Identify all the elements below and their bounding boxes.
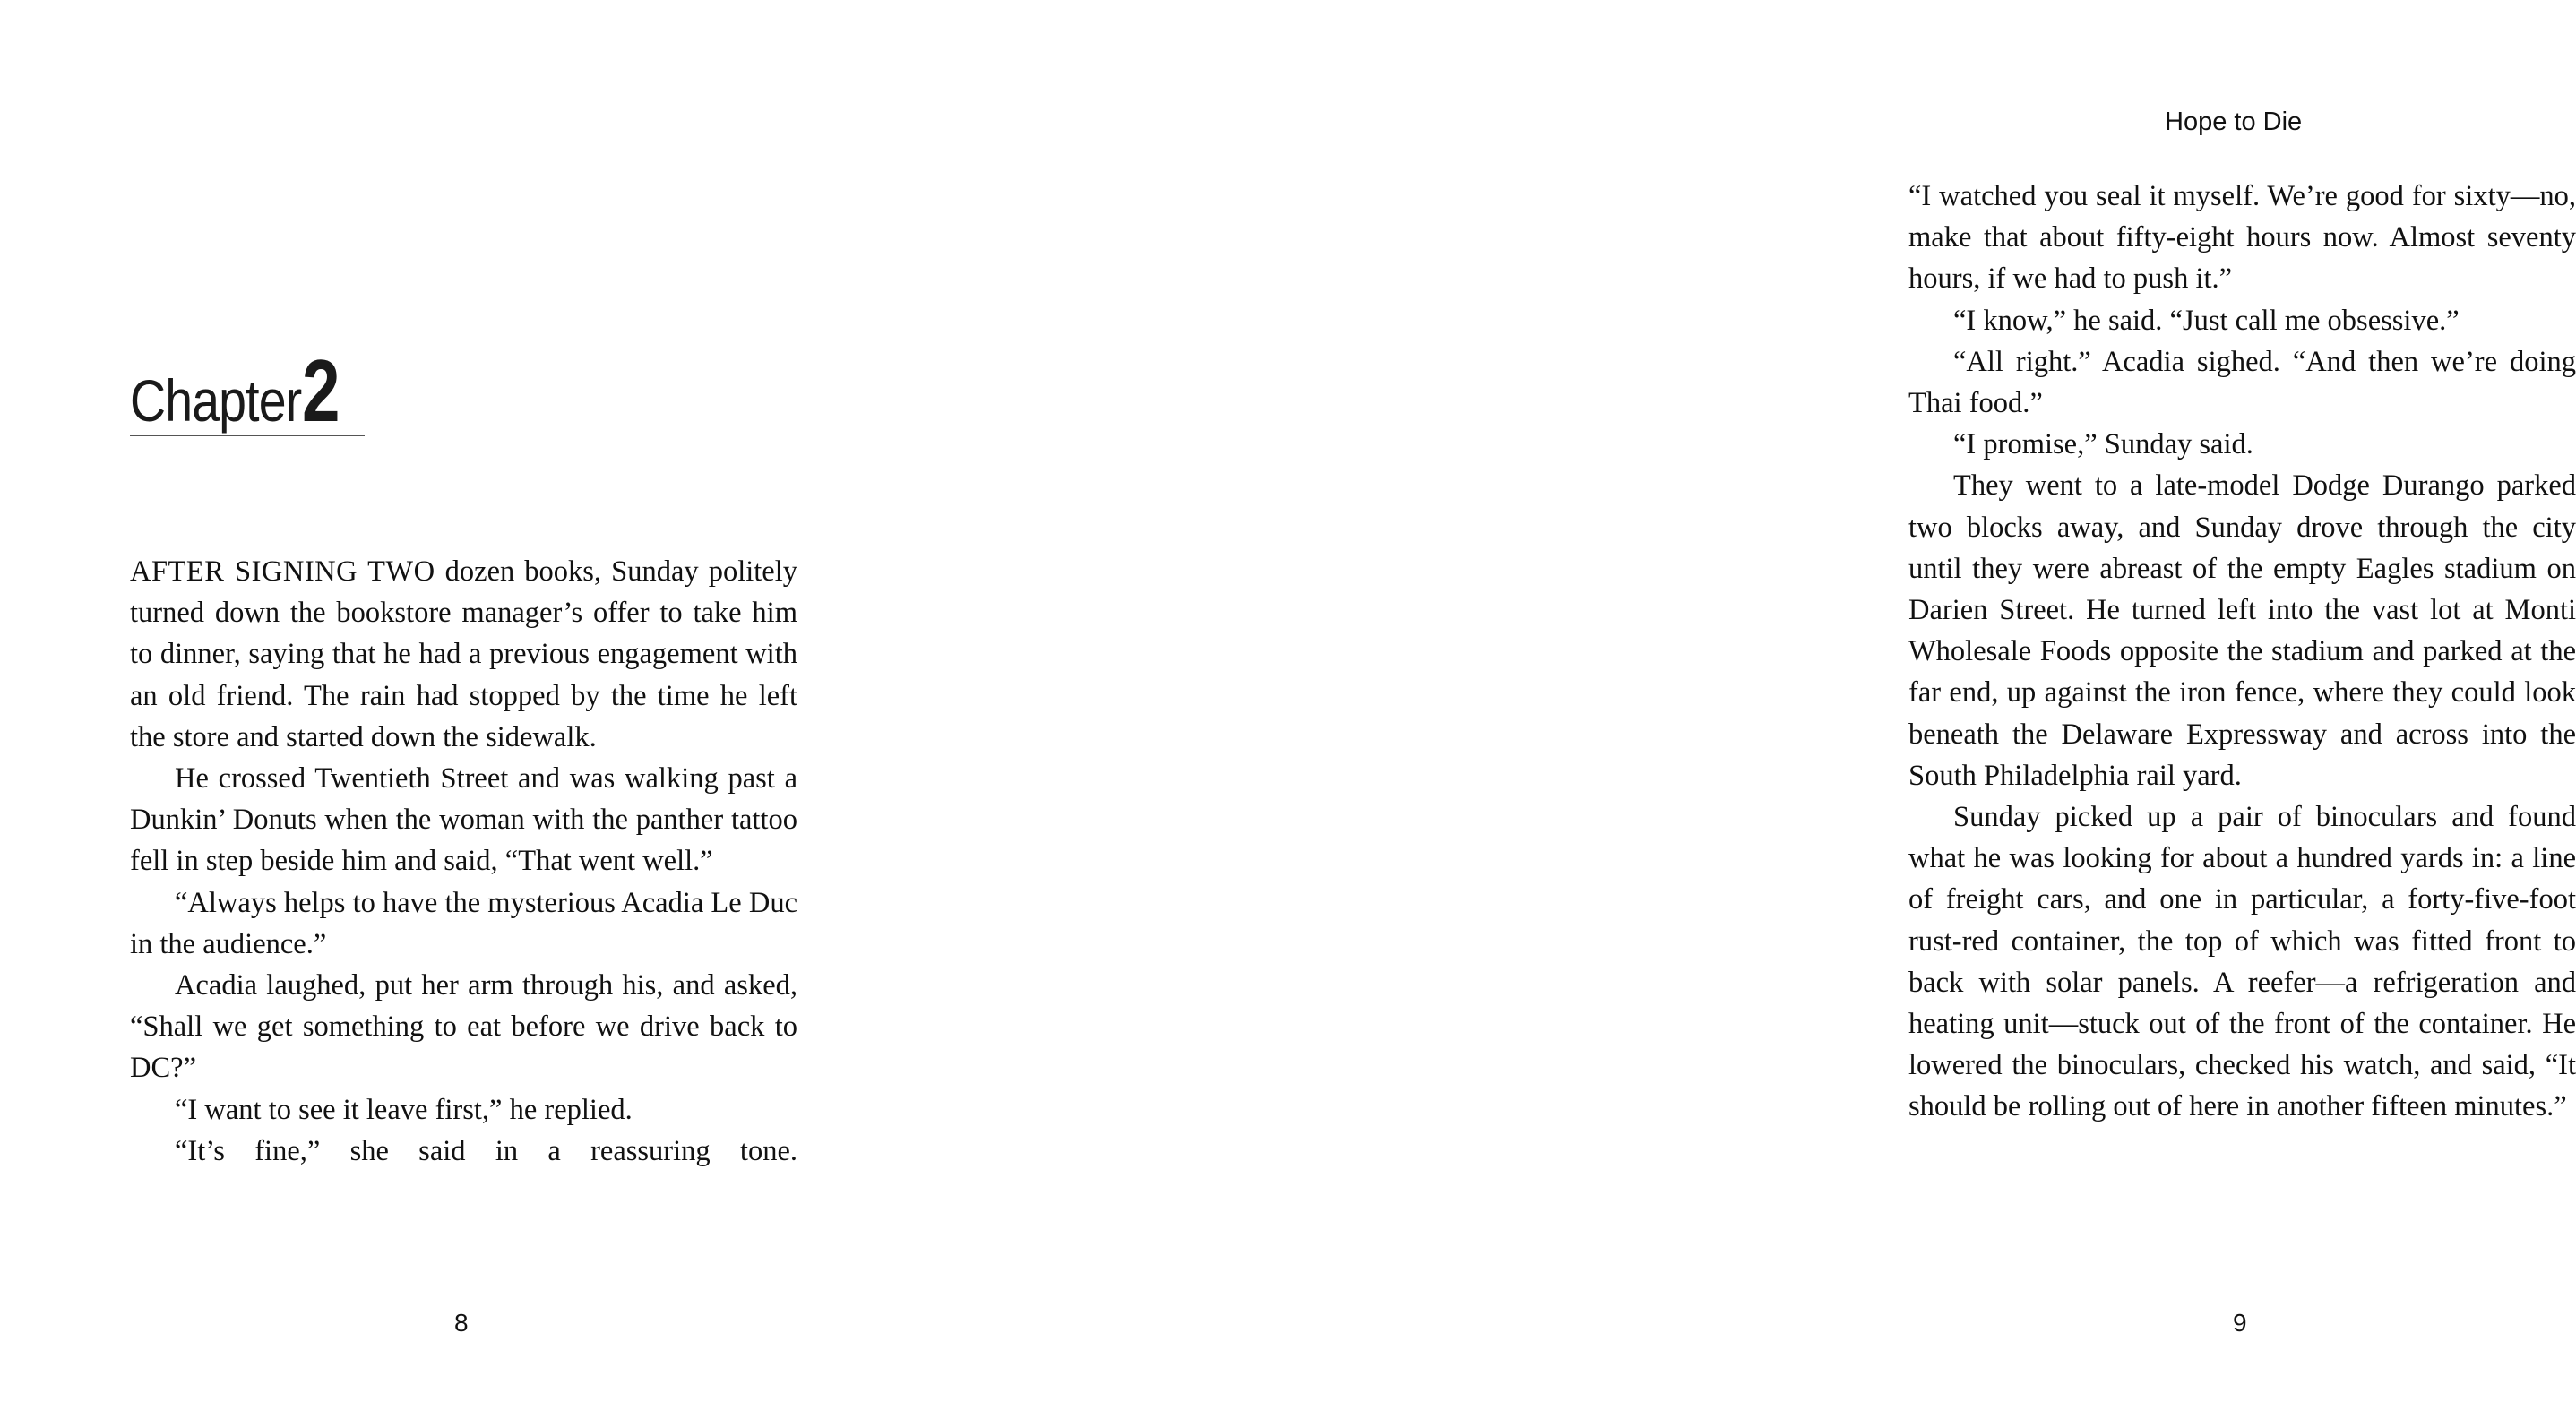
page-number: 9 — [2233, 1309, 2247, 1337]
chapter-heading — [130, 340, 349, 442]
paragraph: “I know,” he said. “Just call me obsessive.” — [1953, 304, 2460, 337]
paragraph-lead-in: AFTER SIGNING TWO — [130, 555, 435, 588]
chapter-rule — [130, 435, 365, 436]
paragraph: “All right.” Acadia sighed. “And then we’re doing Thai food.” — [1908, 345, 2576, 420]
paragraph: “I watched you seal it myself. We’re good for sixty—no, make that about fifty-eight hours now. Almost seventy hours, if we had to push it.” — [1908, 180, 2576, 296]
paragraph — [130, 551, 797, 758]
page-number: 8 — [454, 1309, 469, 1337]
paragraph: “Always helps to have the mysterious Acadia Le Duc in the audience.” — [130, 886, 797, 960]
left-page-body — [130, 551, 797, 1172]
chapter-word: Chapter — [130, 367, 302, 434]
paragraph: Sunday picked up a pair of binoculars and found what he was looking for about a hundred yards in: a line of freight cars, and one in particular, a forty-five-foot rust-red container, the top of which was fitted front to back with solar panels. A reefer—a refrigeration and heating unit—stuck out of the front of the container. He lowered the binoculars, checked his watch, and said, “It should be rolling out of here in another fifteen minutes.” — [1908, 801, 2576, 1123]
chapter-number: 2 — [301, 341, 340, 440]
running-head: Hope to Die — [2165, 108, 2303, 136]
paragraph: They went to a late-model Dodge Durango parked two blocks away, and Sunday drove through the city until they were abreast of the empty Eagles stadium on Darien Street. He turned left into the vast lot at Monti Wholesale Foods opposite the stadium and parked at the far end, up against the iron fence, where they could look beneath the Delaware Expressway and across into the South Philadelphia rail yard. — [1908, 469, 2576, 792]
paragraph-text: dozen books, Sunday politely turned down the bookstore manager’s offer to take him to dinner, saying that he had a previous engagement with an old friend. The rain had stopped by the time he left the store and started down the sidewalk. — [130, 555, 797, 753]
paragraph: He crossed Twentieth Street and was walking past a Dunkin’ Donuts when the woman with the panther tattoo fell in step beside him and said, “That went well.” — [130, 762, 797, 878]
left-page — [0, 0, 896, 1419]
paragraph: “I promise,” Sunday said. — [1953, 428, 2253, 461]
paragraph: “I want to see it leave first,” he replied. — [175, 1093, 633, 1126]
paragraph: “It’s fine,” she said in a reassuring tone. — [175, 1134, 797, 1167]
right-page — [896, 0, 2576, 1419]
paragraph: Acadia laughed, put her arm through his, and asked, “Shall we get something to eat before we drive back to DC?” — [130, 969, 797, 1085]
right-page-body — [1908, 176, 2576, 1128]
